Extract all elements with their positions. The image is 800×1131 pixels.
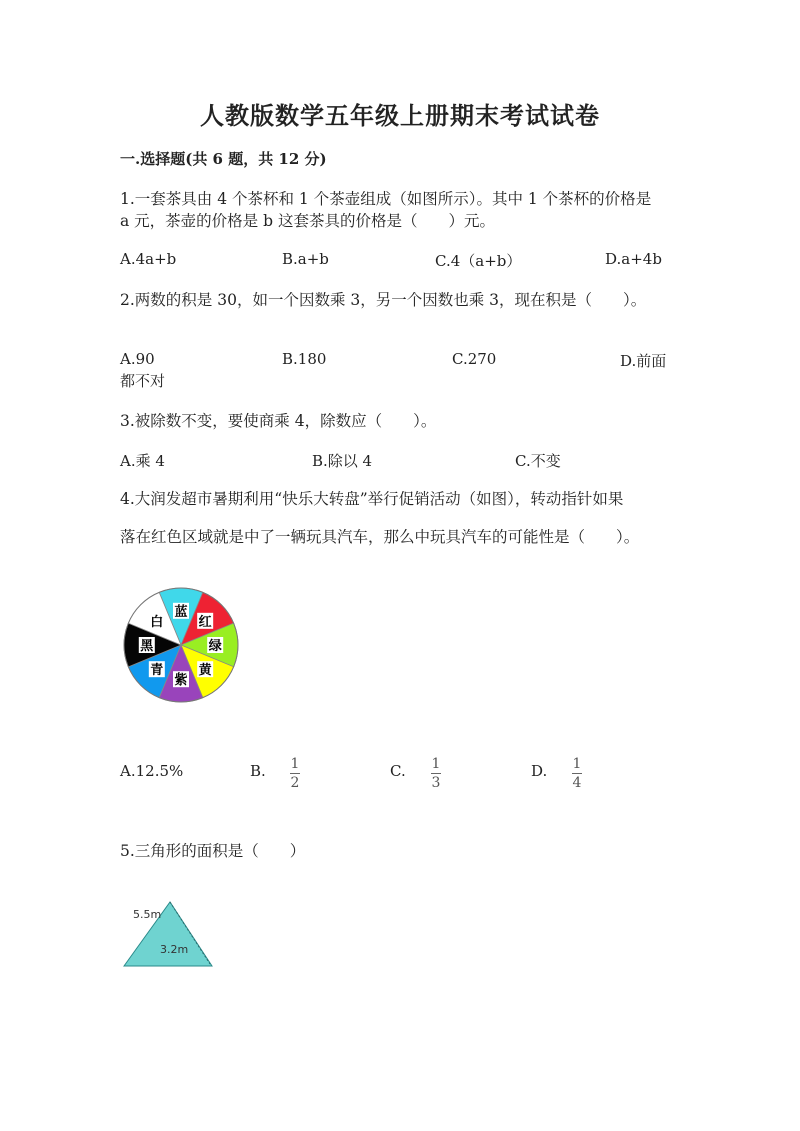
question-1-option-d[interactable]: D.a+4b	[605, 250, 662, 268]
page-title: 人教版数学五年级上册期末考试试卷	[200, 101, 600, 130]
question-3-option-a[interactable]: A.乘 4	[120, 452, 165, 470]
fraction-denominator: 3	[431, 775, 441, 791]
question-2-option-b[interactable]: B.180	[282, 350, 327, 368]
question-2-option-d-wrap: 都不对	[120, 372, 166, 390]
question-4-option-c[interactable]: C.	[390, 762, 406, 780]
question-4-line-1: 4.大润发超市暑期利用“快乐大转盘”举行促销活动（如图），转动指针如果	[120, 490, 624, 508]
fraction-denominator: 4	[572, 775, 582, 791]
fraction-one-half	[290, 756, 300, 791]
question-1-line-2: a 元，茶壶的价格是 b 这套茶具的价格是（ ）元。	[120, 212, 495, 230]
wheel-label: 青	[150, 663, 164, 679]
fraction-denominator: 2	[290, 775, 300, 791]
wheel-label: 白	[150, 614, 164, 630]
question-2-option-a[interactable]: A.90	[120, 350, 155, 368]
question-2-option-d[interactable]: D.前面	[620, 352, 667, 370]
question-1-option-c[interactable]: C.4（a+b）	[435, 252, 522, 270]
question-4-line-2: 落在红色区域就是中了一辆玩具汽车，那么中玩具汽车的可能性是（ ）。	[120, 528, 640, 546]
fraction-numerator: 1	[431, 756, 441, 772]
question-2-text: 2.两数的积是 30，如一个因数乘 3，另一个因数也乘 3，现在积是（ ）。	[120, 291, 647, 309]
question-3-option-b[interactable]: B.除以 4	[312, 452, 373, 470]
triangle-figure	[120, 898, 216, 970]
wheel-label: 紫	[174, 673, 188, 689]
side-length-label: 5.5m	[133, 908, 162, 921]
question-4-option-d[interactable]: D.	[531, 762, 548, 780]
question-4-option-a[interactable]: A.12.5%	[120, 762, 184, 780]
question-5-text: 5.三角形的面积是（ ）	[120, 842, 306, 860]
question-2-option-c[interactable]: C.270	[452, 350, 497, 368]
wheel-label: 黄	[198, 663, 212, 679]
wheel-label: 红	[198, 614, 212, 630]
question-4-option-b[interactable]: B.	[250, 762, 266, 780]
question-3-option-c[interactable]: C.不变	[515, 452, 561, 470]
wheel-label: 黑	[140, 639, 154, 654]
wheel-label: 绿	[208, 639, 222, 654]
fraction-numerator: 1	[290, 756, 300, 772]
fraction-one-quarter	[572, 756, 582, 791]
section-heading: 一.选择题(共 6 题，共 12 分)	[120, 150, 327, 168]
question-1-line-1: 1.一套茶具由 4 个茶杯和 1 个茶壶组成（如图所示）。其中 1 个茶杯的价格是	[120, 190, 652, 208]
question-3-text: 3.被除数不变，要使商乘 4，除数应（ ）。	[120, 412, 437, 430]
fraction-one-third	[431, 756, 441, 791]
wheel-label: 蓝	[174, 604, 188, 620]
height-label: 3.2m	[160, 943, 189, 956]
question-1-option-a[interactable]: A.4a+b	[120, 250, 177, 268]
prize-wheel	[120, 584, 242, 706]
question-1-option-b[interactable]: B.a+b	[282, 250, 329, 268]
fraction-numerator: 1	[572, 756, 582, 772]
